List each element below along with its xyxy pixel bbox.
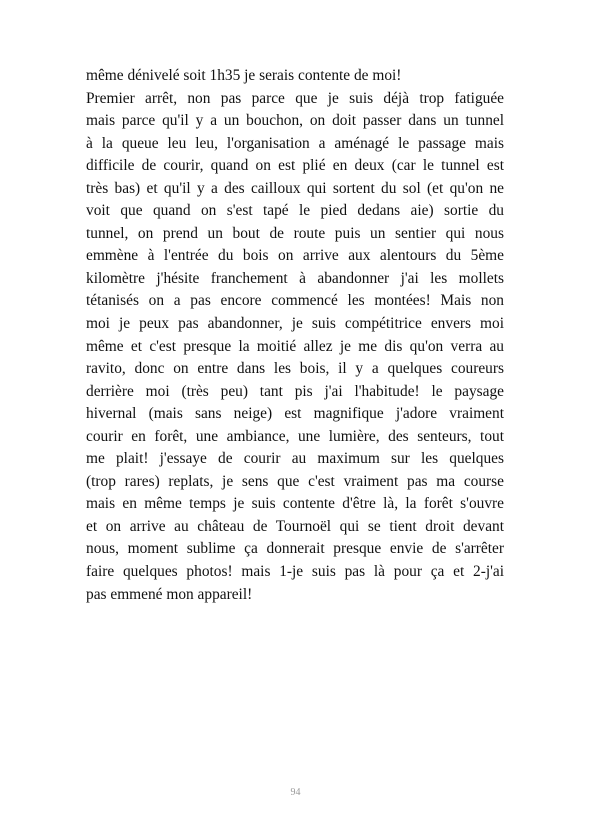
text-line: très bas) et qu'il y a des cailloux qui sortent du sol (et qu'on ne	[86, 179, 504, 197]
text-line: mais en même temps je suis contente d'être là, la forêt s'ouvre	[86, 495, 504, 513]
text-line: difficile de courir, quand on est plié en deux (car le tunnel est	[86, 157, 504, 175]
text-line: kilomètre j'hésite franchement à abandonner j'ai les mollets	[86, 269, 504, 287]
text-line: même et c'est presque la moitié allez je me dis qu'on verra au	[86, 337, 504, 355]
text-line: à la queue leu leu, l'organisation a aménagé le passage mais	[86, 134, 504, 152]
text-line: et on arrive au château de Tournoël qui se tient droit devant	[86, 517, 504, 535]
text-line: faire quelques photos! mais 1-je suis pas là pour ça et 2-j'ai	[86, 563, 504, 581]
text-line: mais parce qu'il y a un bouchon, on doit passer dans un tunnel	[86, 112, 504, 130]
text-line: moi je peux pas abandonner, je suis compétitrice envers moi	[86, 315, 504, 333]
text-line: pas emmené mon appareil!	[86, 585, 253, 603]
text-line: Premier arrêt, non pas parce que je suis déjà trop fatiguée	[86, 89, 504, 107]
text-line: courir en forêt, une ambiance, une lumière, des senteurs, tout	[86, 427, 504, 445]
text-line: tunnel, on prend un bout de route puis un sentier qui nous	[86, 224, 504, 242]
text-line: même dénivelé soit 1h35 je serais contente de moi!	[86, 67, 402, 84]
text-line: voit que quand on s'est tapé le pied dedans aie) sortie du	[86, 202, 504, 220]
text-line: (trop rares) replats, je sens que c'est vraiment pas ma course	[86, 472, 504, 490]
text-line: nous, moment sublime ça donnerait presque envie de s'arrêter	[86, 540, 504, 558]
text-line: tétanisés on a pas encore commencé les montées! Mais non	[86, 292, 504, 310]
page-number: 94	[290, 787, 301, 798]
text-line: hivernal (mais sans neige) est magnifique j'adore vraiment	[86, 405, 504, 423]
body-text	[86, 65, 504, 606]
text-line: derrière moi (très peu) tant pis j'ai l'habitude! le paysage	[86, 382, 504, 400]
text-line: me plait! j'essaye de courir au maximum sur les quelques	[86, 450, 504, 468]
text-line: ravito, donc on entre dans les bois, il y a quelques coureurs	[86, 360, 504, 378]
text-line: emmène à l'entrée du bois on arrive aux alentours du 5ème	[86, 247, 504, 265]
